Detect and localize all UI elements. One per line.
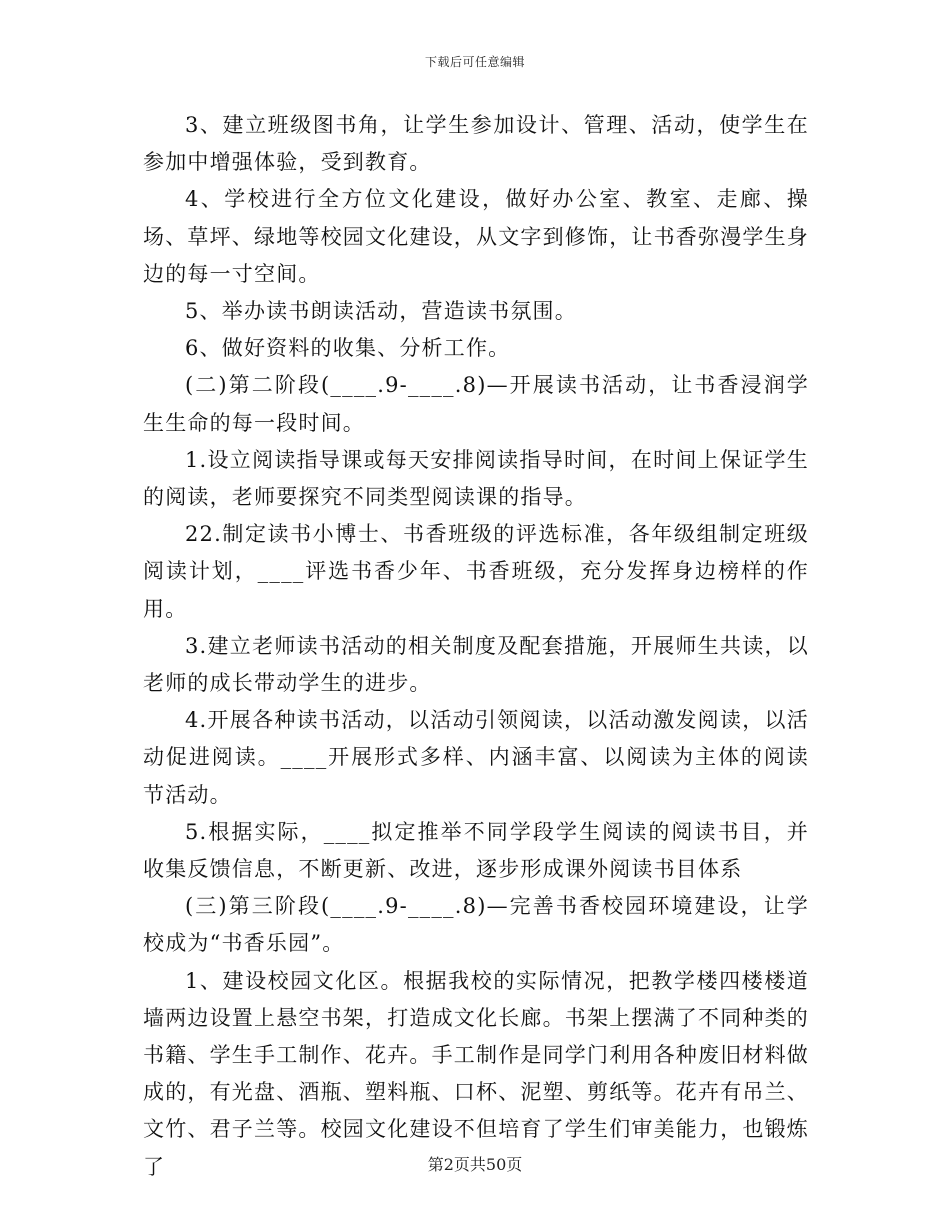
paragraph-item-4-campus-culture: 4、学校进行全方位文化建设，做好办公室、教室、走廊、操场、草坪、绿地等校园文化建设，从文字到修饰，让书香弥漫学生身边的每一寸空间。 [143,187,809,286]
section-heading-stage-two: (二)第二阶段(____.9-____.8)—开展读书活动，让书香浸润学生生命的每一段时间。 [143,373,809,435]
paragraph-stage-two-item-3: 3.建立老师读书活动的相关制度及配套措施，开展师生共读，以老师的成长带动学生的进步。 [143,633,809,696]
paragraph-stage-two-item-5: 5.根据实际，____拟定推举不同学段学生阅读的阅读书目，并收集反馈信息，不断更新、改进，逐步形成课外阅读书目体系 [143,819,809,882]
paragraph-stage-two-item-1: 1.设立阅读指导课或每天安排阅读指导时间，在时间上保证学生的阅读，老师要探究不同类型阅读课的指导。 [143,447,809,510]
paragraph-stage-two-item-4: 4.开展各种读书活动，以活动引领阅读，以活动激发阅读，以活动促进阅读。____开展形式多样、内涵丰富、以阅读为主体的阅读节活动。 [143,708,809,807]
paragraph-item-6-data-collection: 6、做好资料的收集、分析工作。 [185,336,511,361]
paragraph-stage-two-item-2: 22.制定读书小博士、书香班级的评选标准，各年级组制定班级阅读计划，____评选书香少年、书香班级，充分发挥身边榜样的作用。 [143,522,809,621]
paragraph-item-5-reading-event: 5、举办读书朗读活动，营造读书氛围。 [185,299,577,324]
paragraph-stage-three-item-1: 1、建设校园文化区。根据我校的实际情况，把教学楼四楼楼道墙两边设置上悬空书架，打造成文化长廊。书架上摆满了不同种类的书籍、学生手工制作、花卉。手工制作是同学门利用各种废旧材料做成的，有光盘、酒瓶、塑料瓶、口杯、泥塑、剪纸等。花卉有吊兰、文竹、君子兰等。校园文化建设不但培育了学生们审美能力，也锻炼了 [143,968,809,1179]
section-heading-stage-three: (三)第三阶段(____.9-____.8)—完善书香校园环境建设，让学校成为“书香乐园”。 [143,894,809,956]
page-header: 下载后可任意编辑 [424,55,525,69]
document-body [143,107,809,1186]
paragraph-item-3-reading-corner: 3、建立班级图书角，让学生参加设计、管理、活动，使学生在参加中增强体验，受到教育。 [143,113,809,175]
page-footer: 第2页共50页 [427,1155,523,1174]
